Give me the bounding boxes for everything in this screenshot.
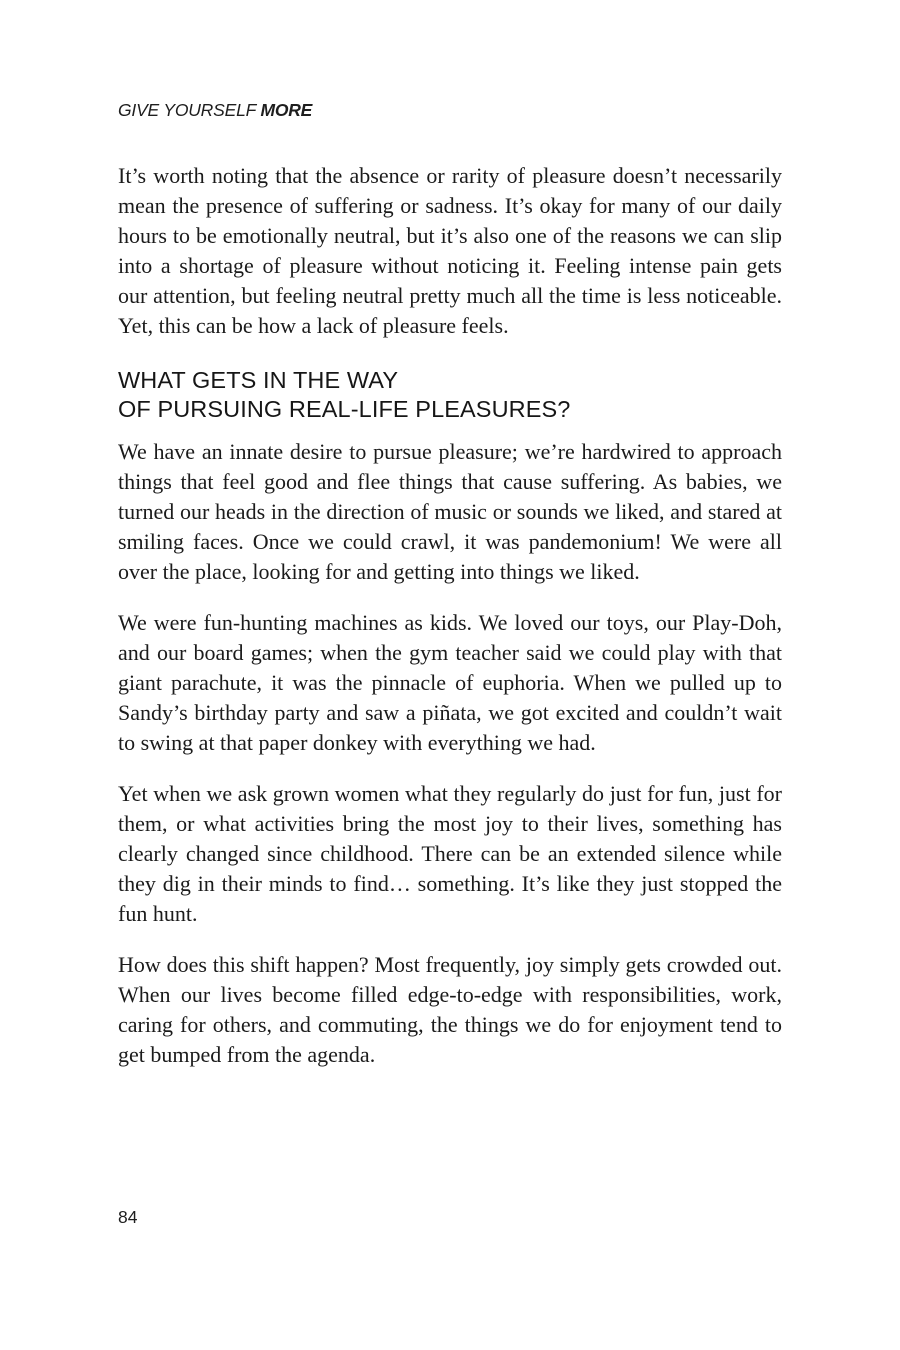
paragraph-2: We have an innate desire to pursue pleasure; we’re hardwired to approach things that feel good and flee things that cause suffering. As babies, we turned our heads in the direction of music or sounds we liked, and stared at smiling faces. Once we could crawl, it was pandemonium! We were all over the place, looking for and getting into things we liked. — [118, 439, 782, 584]
running-header-title-emphasis: MORE — [260, 100, 313, 120]
section-heading-line-1: WHAT GETS IN THE WAY — [118, 367, 399, 393]
page-content — [118, 100, 782, 1091]
running-header — [118, 100, 782, 120]
paragraph-5: How does this shift happen? Most frequently, joy simply gets crowded out. When our lives become filled edge-to-edge with responsibilities, work, caring for others, and commuting, the things we do for enjoyment tend to get bumped from the agenda. — [118, 952, 782, 1067]
paragraph-3: We were fun-hunting machines as kids. We loved our toys, our Play-Doh, and our board games; when the gym teacher said we could play with that giant parachute, it was the pinnacle of euphoria. When we pulled up to Sandy’s birthday party and saw a piñata, we got excited and couldn’t wait to swing at that paper donkey with everything we had. — [118, 610, 782, 755]
section-heading-line-2: OF PURSUING REAL-LIFE PLEASURES? — [118, 396, 571, 422]
paragraph-4: Yet when we ask grown women what they regularly do just for fun, just for them, or what activities bring the most joy to their lives, something has clearly changed since childhood. There can be an extended silence while they dig in their minds to find… something. It’s like they just stopped the fun hunt. — [118, 781, 782, 926]
running-header-title: GIVE YOURSELF — [118, 100, 261, 120]
paragraph-1: It’s worth noting that the absence or rarity of pleasure doesn’t necessarily mean the presence of suffering or sadness. It’s okay for many of our daily hours to be emotionally neutral, but it’s also one of the reasons we can slip into a shortage of pleasure without noticing it. Feeling intense pain gets our attention, but feeling neutral pretty much all the time is less noticeable. Yet, this can be how a lack of pleasure feels. — [118, 163, 782, 338]
page-number: 84 — [118, 1207, 138, 1227]
section-heading — [118, 366, 782, 424]
